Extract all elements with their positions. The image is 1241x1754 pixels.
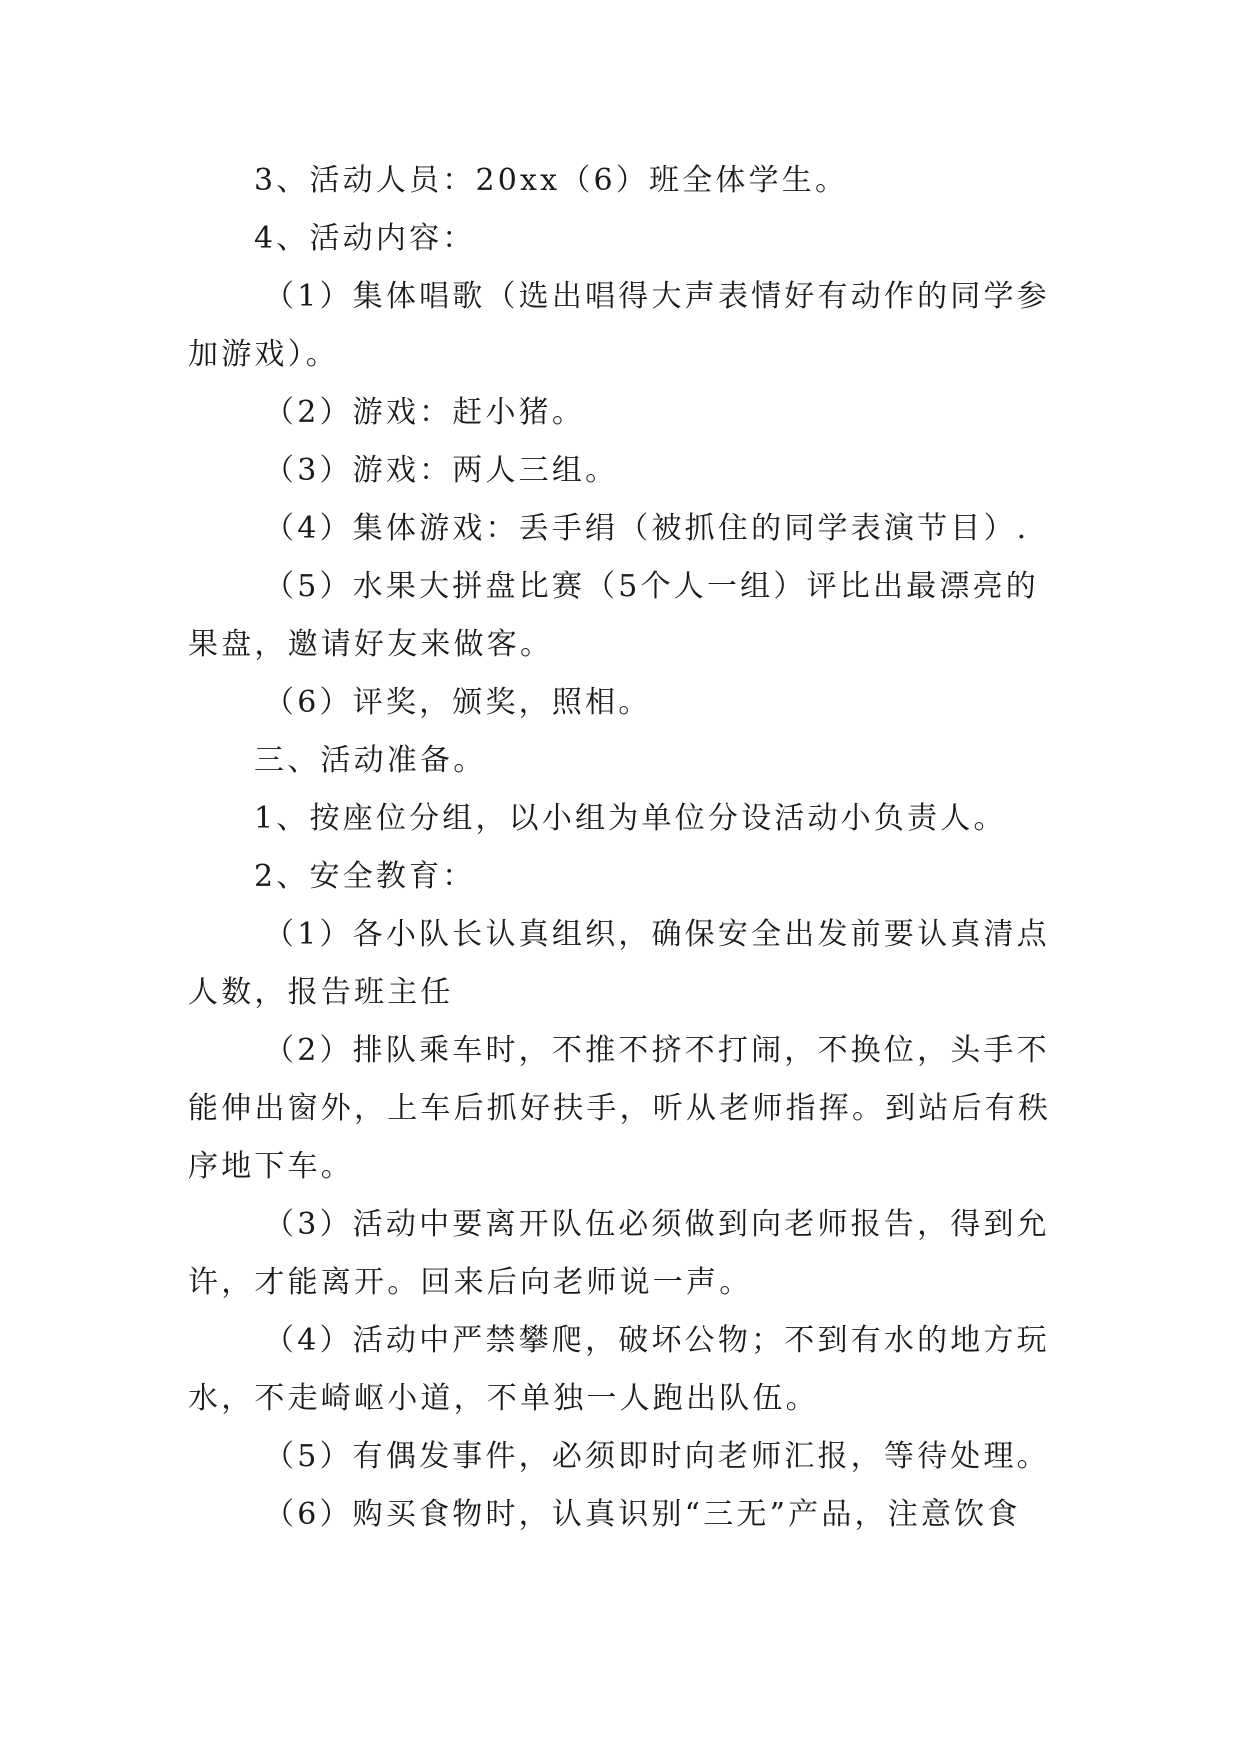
paragraph-item-6-awards: （6）评奖，颁奖，照相。: [264, 685, 652, 720]
document-body: [188, 152, 1056, 1544]
paragraph-safety-6: （6）购买食物时，认真识别“三无”产品，注意饮食: [264, 1497, 1021, 1532]
paragraph-item-1-singing: （1）集体唱歌（选出唱得大声表情好有动作的同学参加游戏）。: [188, 279, 1050, 372]
section-heading-preparation: 三、活动准备。: [254, 743, 487, 778]
paragraph-activity-content-heading: 4、活动内容：: [254, 221, 476, 256]
paragraph-safety-1: （1）各小队长认真组织，确保安全出发前要认真清点人数，报告班主任: [188, 917, 1050, 1010]
paragraph-participants: 3、活动人员：20xx（6）班全体学生。: [254, 163, 849, 198]
paragraph-safety-heading: 2、安全教育：: [254, 859, 476, 894]
paragraph-safety-5: （5）有偶发事件，必须即时向老师汇报，等待处理。: [264, 1439, 1050, 1474]
paragraph-item-3-game: （3）游戏：两人三组。: [264, 453, 619, 488]
paragraph-safety-3: （3）活动中要离开队伍必须做到向老师报告，得到允许，才能离开。回来后向老师说一声。: [188, 1207, 1050, 1300]
paragraph-safety-4: （4）活动中严禁攀爬，破坏公物；不到有水的地方玩水，不走崎岖小道，不单独一人跑出队伍。: [188, 1323, 1050, 1416]
paragraph-item-5-fruit-platter: （5）水果大拼盘比赛（5个人一组）评比出最漂亮的果盘，邀请好友来做客。: [188, 569, 1039, 662]
paragraph-item-4-group-game: （4）集体游戏：丢手绢（被抓住的同学表演节目）.: [264, 511, 1030, 546]
paragraph-grouping: 1、按座位分组，以小组为单位分设活动小负责人。: [254, 801, 1007, 836]
paragraph-item-2-game: （2）游戏：赶小猪。: [264, 395, 586, 430]
paragraph-safety-2: （2）排队乘车时，不推不挤不打闹，不换位，头手不能伸出窗外，上车后抓好扶手，听从老师指挥。到站后有秩序地下车。: [188, 1033, 1052, 1184]
